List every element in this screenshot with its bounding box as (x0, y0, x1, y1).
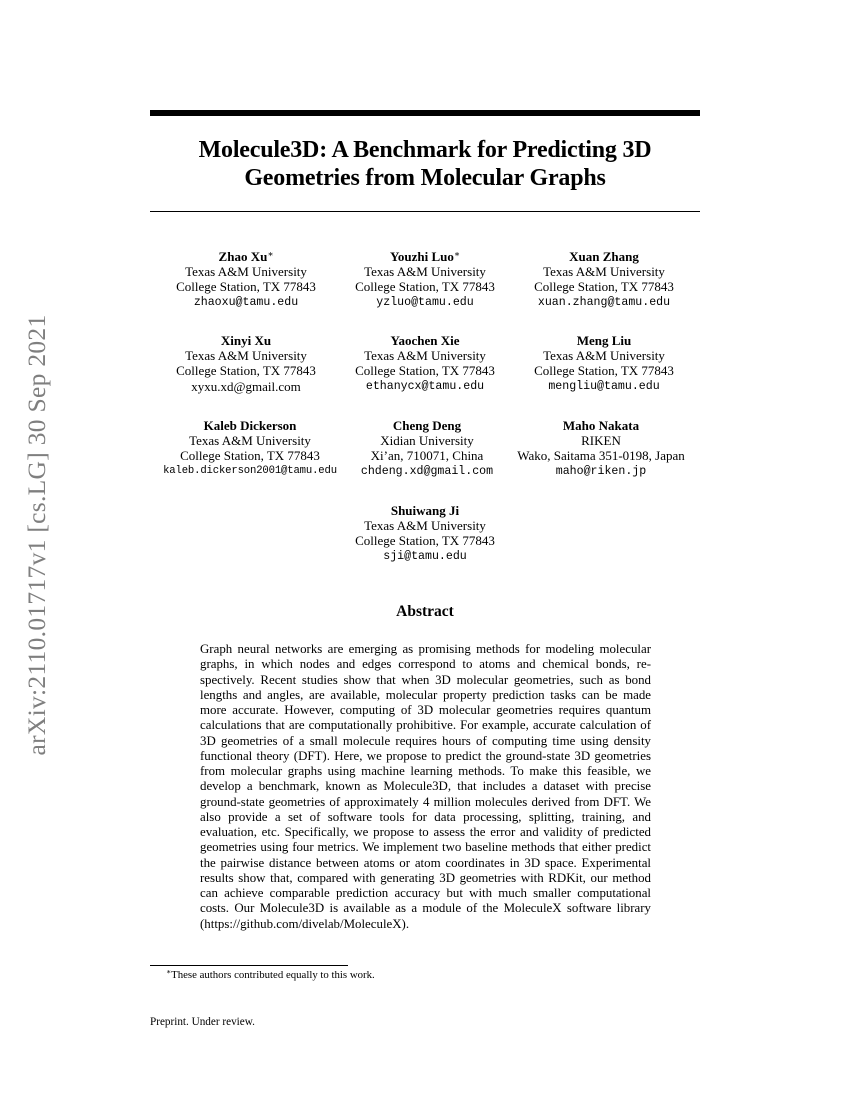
author-name: Xuan Zhang (569, 249, 639, 264)
author-affiliation: RIKEN (581, 433, 621, 449)
author-name: Yaochen Xie (390, 333, 460, 348)
author-location: College Station, TX 77843 (355, 533, 495, 549)
author-location: College Station, TX 77843 (355, 279, 495, 295)
preprint-note: Preprint. Under review. (150, 1016, 255, 1028)
author-affiliation: Texas A&M University (364, 518, 486, 534)
title-top-rule (150, 110, 700, 116)
author-email[interactable]: chdeng.xd@gmail.com (360, 464, 494, 478)
author-affiliation: Texas A&M University (185, 348, 307, 364)
author-email[interactable]: kaleb.dickerson2001@tamu.edu (163, 464, 337, 477)
author-location: College Station, TX 77843 (176, 279, 316, 295)
author-affiliation: Xidian University (380, 433, 474, 449)
author-location: College Station, TX 77843 (534, 363, 674, 379)
title-line-2: Geometries from Molecular Graphs (244, 165, 606, 191)
author-block (494, 333, 714, 394)
author-location: Wako, Saitama 351-0198, Japan (517, 448, 685, 464)
author-location: College Station, TX 77843 (180, 448, 320, 464)
author-email[interactable]: xuan.zhang@tamu.edu (537, 295, 671, 309)
author-name: Youzhi Luo∗ (389, 249, 461, 264)
footnote-mark: ∗ (166, 967, 172, 976)
author-name: Cheng Deng (392, 418, 462, 433)
author-affiliation: Texas A&M University (364, 348, 486, 364)
abstract-text: Graph neural networks are emerging as promising methods for modeling molecular graphs, in which nodes and edges correspond to atoms and chemical bonds, respectively. Recent studies show that when 3D molecular geometries, such as bond lengths and angles, are available, molecular property prediction tasks can be made more accurate. However, computing of 3D molecular geometries requires quantum calculations that are computationally prohibitive. For example, accurate calculation of 3D geometries of a small molecule requires hours of computing time using density functional theory (DFT). Here, we propose to predict the ground-state 3D geometries from molecular graphs using machine learning methods. To make this feasible, we develop a benchmark, known as Molecule3D, that includes a dataset with precise ground-state geometries of approximately 4 million molecules derived from DFT. We also provide a set of software tools for data processing, splitting, training, and evaluation, etc. Specifically, we propose to assess the error and validity of predicted geometries using four metrics. We implement two baseline methods that either predict the pairwise distance between atoms or atom coordinates in 3D space. Experimental results show that, compared with generating 3D geometries with RDKit, our method can achieve comparable prediction accuracy but with much smaller computational costs. Our Molecule3D is available as a module of the MoleculeX software library (https://github.com/divelab/MoleculeX). (200, 642, 651, 931)
footnote (166, 969, 375, 982)
author-affiliation: Texas A&M University (364, 264, 486, 280)
author-affiliation: Texas A&M University (543, 348, 665, 364)
author-block (491, 418, 711, 479)
paper-title (150, 136, 700, 192)
author-location: College Station, TX 77843 (534, 279, 674, 295)
title-line-1: Molecule3D: A Benchmark for Predicting 3D (198, 137, 652, 163)
author-affiliation: Texas A&M University (185, 264, 307, 280)
author-email[interactable]: mengliu@tamu.edu (548, 379, 660, 393)
author-location: College Station, TX 77843 (176, 363, 316, 379)
author-email[interactable]: ethanycx@tamu.edu (365, 379, 485, 393)
title-bottom-rule (150, 211, 700, 212)
author-block (315, 503, 535, 564)
author-name: Zhao Xu∗ (218, 249, 274, 264)
author-email[interactable]: zhaoxu@tamu.edu (193, 295, 299, 309)
author-block (494, 249, 714, 310)
author-email[interactable]: sji@tamu.edu (383, 549, 467, 563)
author-location: College Station, TX 77843 (355, 363, 495, 379)
author-name: Xinyi Xu (220, 333, 272, 348)
author-email[interactable]: yzluo@tamu.edu (376, 295, 474, 309)
author-email[interactable]: xyxu.xd@gmail.com (191, 378, 301, 394)
author-name: Maho Nakata (562, 418, 640, 433)
author-affiliation: Texas A&M University (543, 264, 665, 280)
footnote-rule (150, 965, 348, 966)
author-name: Kaleb Dickerson (203, 418, 297, 433)
author-name: Meng Liu (576, 333, 632, 348)
footnote-text: These authors contributed equally to this work. (171, 969, 375, 981)
author-location: Xi’an, 710071, China (370, 448, 484, 464)
arxiv-identifier-stamp: arXiv:2110.01717v1 [cs.LG] 30 Sep 2021 (22, 314, 51, 756)
author-name: Shuiwang Ji (390, 503, 460, 518)
abstract-heading: Abstract (396, 603, 454, 620)
author-affiliation: Texas A&M University (189, 433, 311, 449)
author-email[interactable]: maho@riken.jp (555, 464, 647, 478)
